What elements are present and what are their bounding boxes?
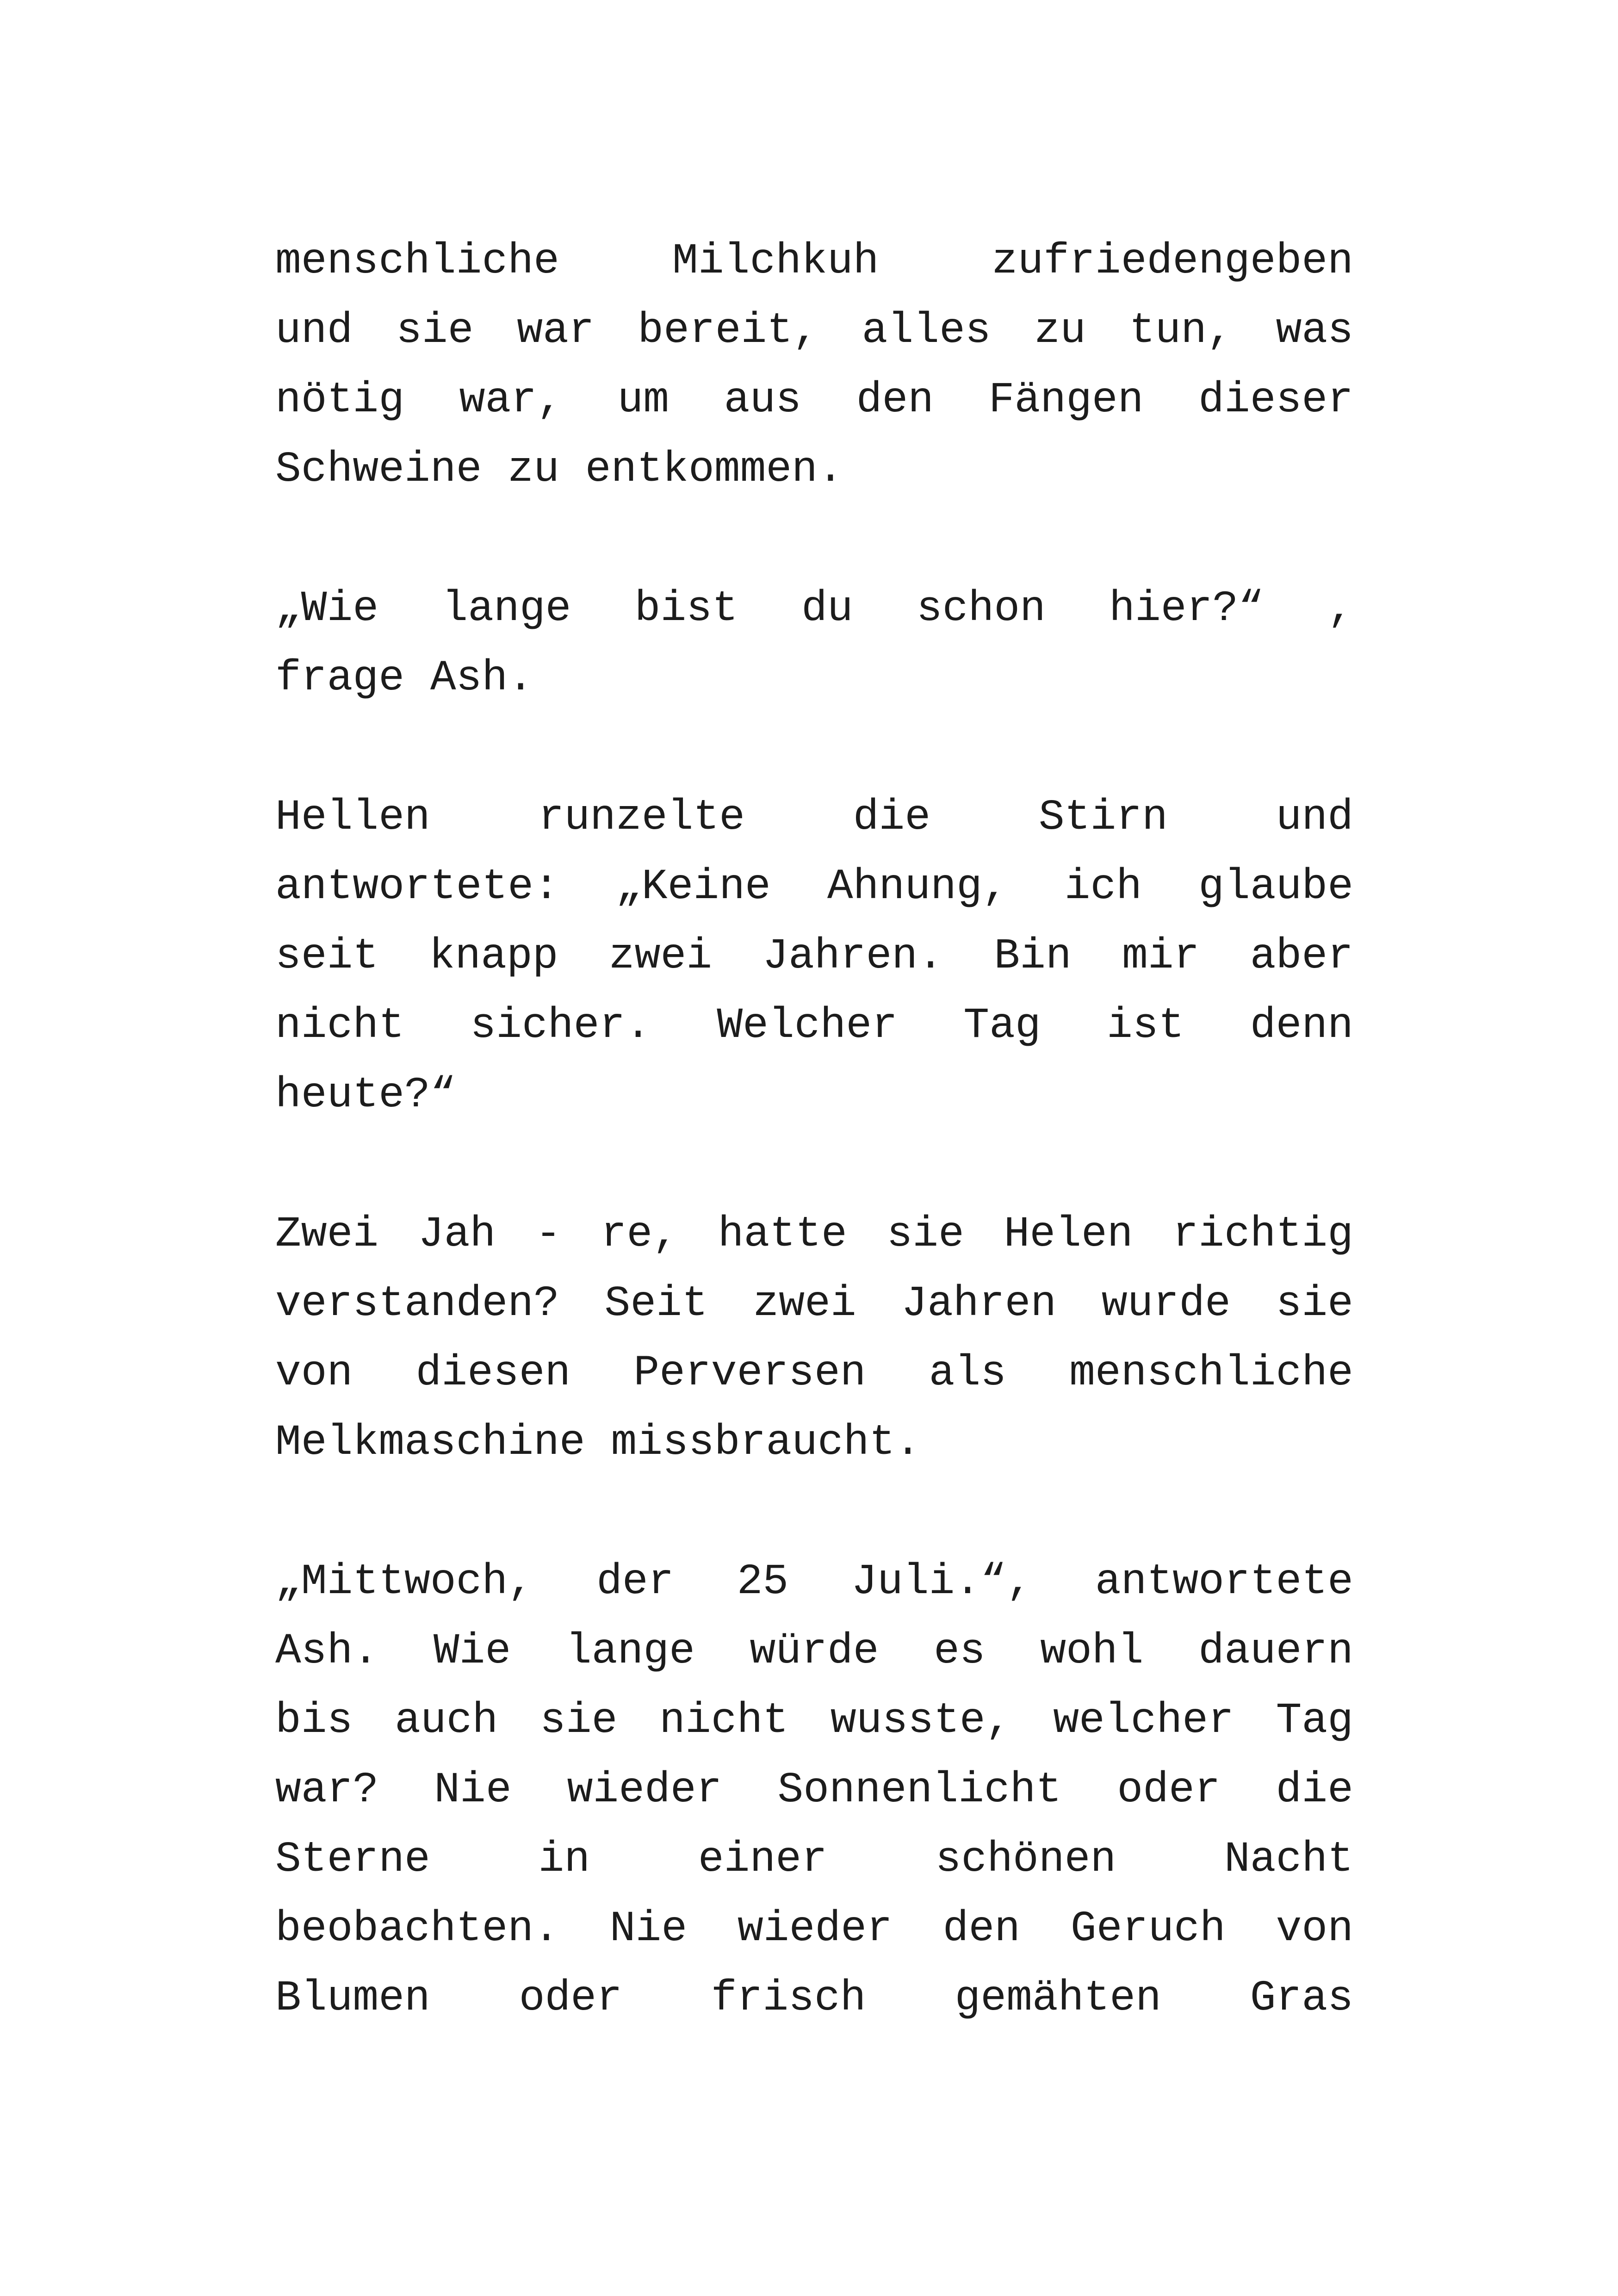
paragraph (275, 227, 1353, 504)
text-line: war? Nie wieder Sonnenlicht oder die (275, 1766, 1353, 1814)
text-line: Schweine zu entkommen. (275, 445, 843, 494)
text-line: von diesen Perversen als menschliche (275, 1349, 1353, 1397)
paragraph (275, 783, 1353, 1130)
text-line: „Wie lange bist du schon hier?“ , (275, 584, 1353, 633)
text-line: Hellen runzelte die Stirn und (275, 793, 1353, 842)
text-line: heute?“ (275, 1071, 456, 1119)
text-line: verstanden? Seit zwei Jahren wurde sie (275, 1279, 1353, 1328)
text-line: und sie war bereit, alles zu tun, was (275, 306, 1353, 355)
text-line: Sterne in einer schönen Nacht (275, 1835, 1353, 1884)
text-line: „Mittwoch, der 25 Juli.“, antwortete (275, 1558, 1353, 1606)
text-line: frage Ash. (275, 654, 534, 702)
text-line: bis auch sie nicht wusste, welcher Tag (275, 1696, 1353, 1745)
text-line: Zwei Jah - re, hatte sie Helen richtig (275, 1210, 1353, 1259)
text-line: Ash. Wie lange würde es wohl dauern (275, 1627, 1353, 1675)
text-line: antwortete: „Keine Ahnung, ich glaube (275, 863, 1353, 911)
body-text (275, 227, 1353, 2033)
text-line: Melkmaschine missbraucht. (275, 1418, 921, 1467)
paragraph (275, 1200, 1353, 1477)
paragraph (275, 1547, 1353, 2033)
text-line: Blumen oder frisch gemähten Gras (275, 1974, 1353, 2023)
text-line: beobachten. Nie wieder den Geruch von (275, 1905, 1353, 1953)
paragraph (275, 574, 1353, 713)
text-line: nötig war, um aus den Fängen dieser (275, 376, 1353, 424)
text-line: nicht sicher. Welcher Tag ist denn (275, 1001, 1353, 1050)
text-line: seit knapp zwei Jahren. Bin mir aber (275, 932, 1353, 980)
text-line: menschliche Milchkuh zufriedengeben (275, 237, 1353, 285)
